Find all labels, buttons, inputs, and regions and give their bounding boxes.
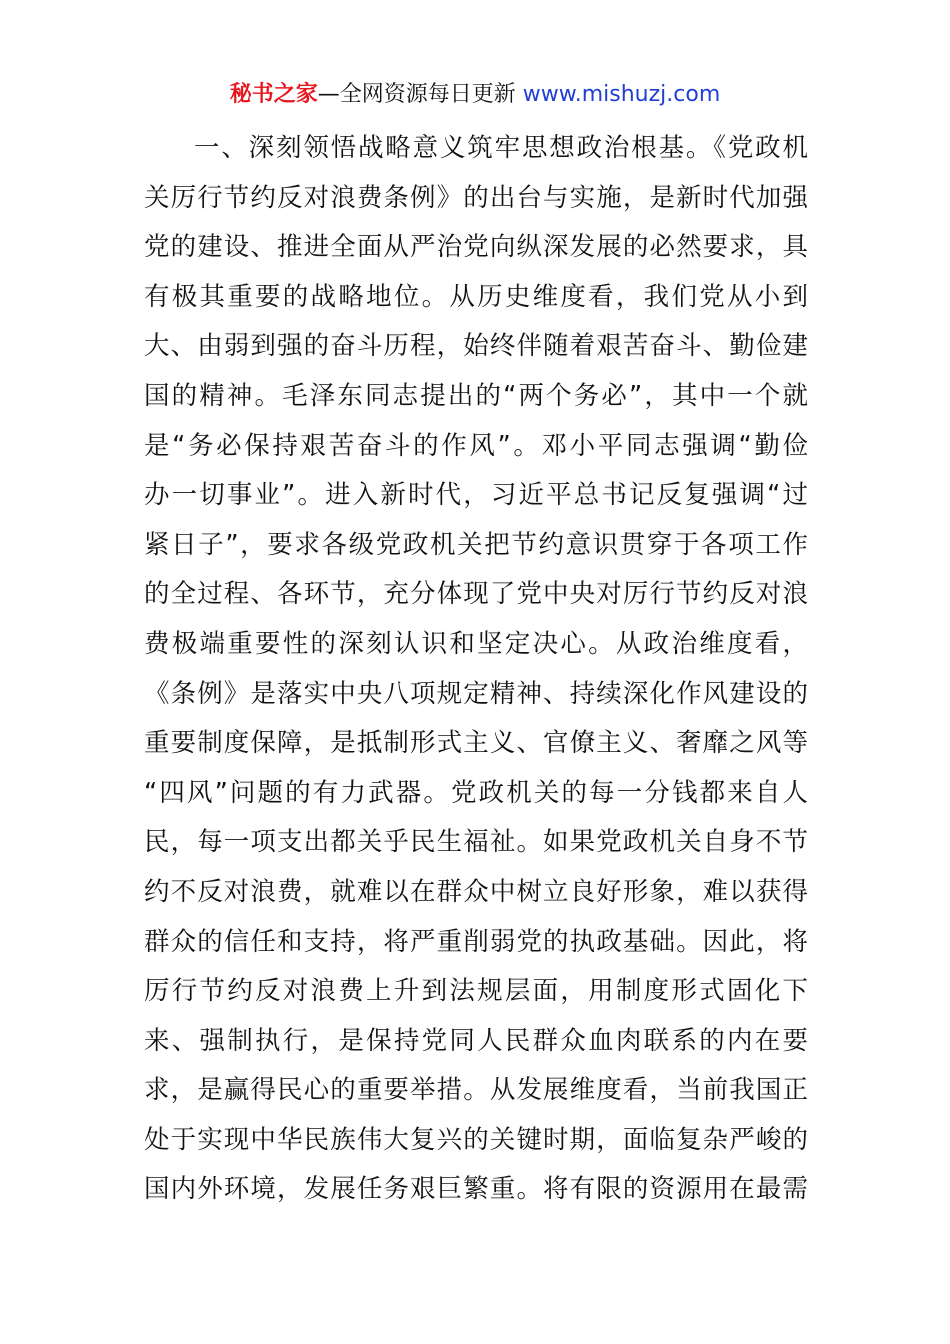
paragraph-line: 国的精神。毛泽东同志提出的“两个务必”，其中一个就 [144,380,808,411]
document-body [144,124,808,1215]
paragraph-line: 党的建设、推进全面从严治党向纵深发展的必然要求，具 [144,232,808,263]
paragraph-line: 大、由弱到强的奋斗历程，始终伴随着艰苦奋斗、勤俭建 [144,331,808,362]
paragraph-line: 约不反对浪费，就难以在群众中树立良好形象，难以获得 [144,876,808,907]
paragraph-line: 厉行节约反对浪费上升到法规层面，用制度形式固化下 [144,976,808,1007]
paragraph-line: 民，每一项支出都关乎民生福祉。如果党政机关自身不节 [144,827,808,858]
paragraph-line: 费极端重要性的深刻认识和坚定决心。从政治维度看， [144,628,808,659]
paragraph-line: 办一切事业”。进入新时代，习近平总书记反复强调“过 [144,480,808,511]
paragraph-line: 关厉行节约反对浪费条例》的出台与实施，是新时代加强 [144,182,808,213]
paragraph-line: 处于实现中华民族伟大复兴的关键时期，面临复杂严峻的 [144,1124,808,1155]
paragraph-line: 来、强制执行，是保持党同人民群众血肉联系的内在要 [144,1025,808,1056]
site-header [0,80,950,110]
paragraph-line: 紧日子”，要求各级党政机关把节约意识贯穿于各项工作 [144,529,808,560]
paragraph-line: 有极其重要的战略地位。从历史维度看，我们党从小到 [144,281,808,312]
paragraph-line: 国内外环境，发展任务艰巨繁重。将有限的资源用在最需 [144,1174,808,1205]
paragraph-line: 是“务必保持艰苦奋斗的作风”。邓小平同志强调“勤俭 [144,430,808,461]
paragraph-line: 一、深刻领悟战略意义筑牢思想政治根基。《党政机 [194,133,808,163]
paragraph-line: 《条例》是落实中央八项规定精神、持续深化作风建设的 [144,678,808,709]
paragraph-line: 重要制度保障，是抵制形式主义、官僚主义、奢靡之风等 [144,728,808,759]
paragraph-line: 求，是赢得民心的重要举措。从发展维度看，当前我国正 [144,1075,808,1106]
paragraph-line: “四风”问题的有力武器。党政机关的每一分钱都来自人 [144,777,808,808]
paragraph-line: 群众的信任和支持，将严重削弱党的执政基础。因此，将 [144,926,808,957]
site-tagline: —全网资源每日更新 [317,82,523,107]
site-brand: 秘书之家 [229,82,318,107]
site-url-link[interactable]: www.mishuzj.com [522,82,721,107]
paragraph-line: 的全过程、各环节，充分体现了党中央对厉行节约反对浪 [144,579,808,610]
